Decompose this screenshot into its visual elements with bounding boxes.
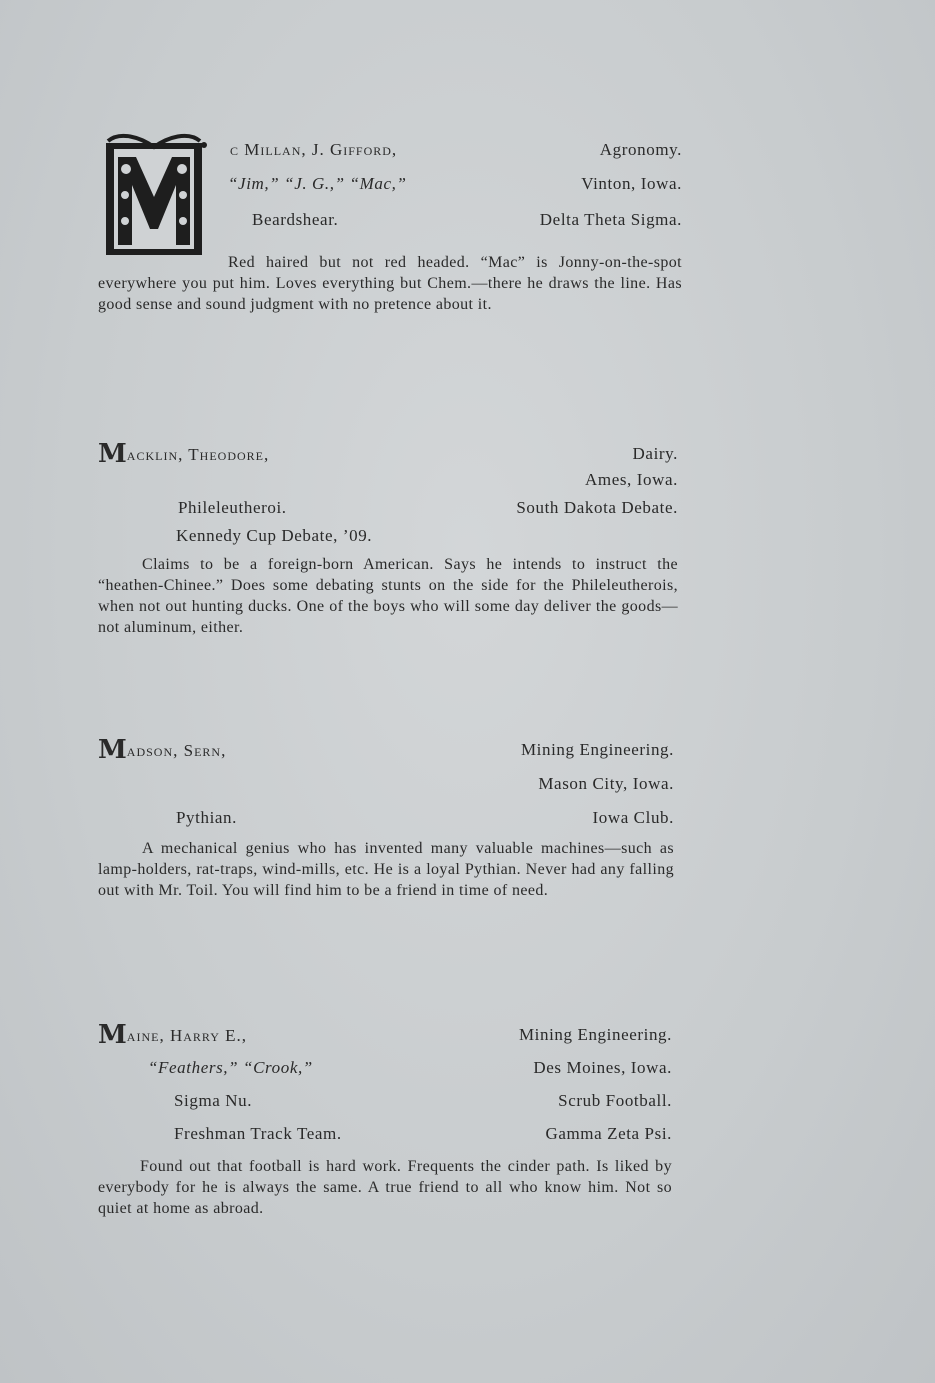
fraternity: Sigma Nu.: [174, 1091, 253, 1110]
bio: A mechanical genius who has invented many valuable machines—such as lamp-holders, rat-traps, wind-mills, etc. He is a loyal Pythian. Never had any falling out with Mr. Toil. You will find him to be a friend in time of need.: [98, 840, 674, 899]
bio: Claims to be a foreign-born American. Says he intends to instruct the “heathen-Chinee.” Does some debating stunts on the side for the Phileleutherois, when not out hunting ducks. One of the boys who will some day deliver the goods—not aluminum, either.: [98, 556, 678, 636]
major: Dairy.: [632, 444, 678, 463]
student-name: aine, Harry E.,: [126, 1026, 248, 1045]
club: Iowa Club.: [592, 808, 674, 827]
initial-letter: M: [98, 439, 125, 469]
bio: Found out that football is hard work. Frequents the cinder path. Is liked by everybody for he is always the same. A true friend to all who know him. Not so quiet at home as abroad.: [98, 1158, 672, 1217]
fraternity-2: Gamma Zeta Psi.: [545, 1124, 672, 1143]
activity-2: Freshman Track Team.: [174, 1124, 342, 1143]
entry-mcmillan: [98, 140, 682, 315]
hometown: Vinton, Iowa.: [581, 174, 682, 193]
entry-maine: [98, 1020, 682, 1219]
major: Agronomy.: [599, 140, 682, 159]
entry-madson: [98, 735, 682, 901]
bio: Red haired but not red headed. “Mac” is Jonny-on-the-spot everywhere you put him. Loves everything but Chem.—there he draws the line. Has good sense and sound judgment with no pretence about it.: [98, 254, 682, 313]
major: Mining Engineering.: [518, 1025, 672, 1044]
student-name: acklin, Theodore,: [126, 445, 270, 464]
society: Pythian.: [176, 808, 237, 827]
hometown: Ames, Iowa.: [585, 470, 678, 489]
student-name: adson, Sern,: [126, 741, 227, 760]
hometown: Mason City, Iowa.: [538, 774, 674, 793]
major: Mining Engineering.: [520, 740, 674, 759]
society: Beardshear.: [252, 210, 339, 229]
society: Phileleutheroi.: [178, 498, 287, 517]
entry-macklin: [98, 439, 682, 638]
activity: Scrub Football.: [558, 1091, 672, 1110]
fraternity: Delta Theta Sigma.: [539, 210, 682, 229]
initial-letter: M: [98, 735, 125, 765]
activity-2: Kennedy Cup Debate, ’09.: [176, 526, 373, 545]
student-name: c Millan, J. Gifford,: [230, 140, 398, 159]
activity: South Dakota Debate.: [516, 498, 678, 517]
hometown: Des Moines, Iowa.: [533, 1058, 672, 1077]
nicknames: “Jim,” “J. G.,” “Mac,”: [228, 174, 407, 193]
initial-letter: M: [98, 1020, 125, 1050]
nicknames: “Feathers,” “Crook,”: [148, 1058, 313, 1077]
